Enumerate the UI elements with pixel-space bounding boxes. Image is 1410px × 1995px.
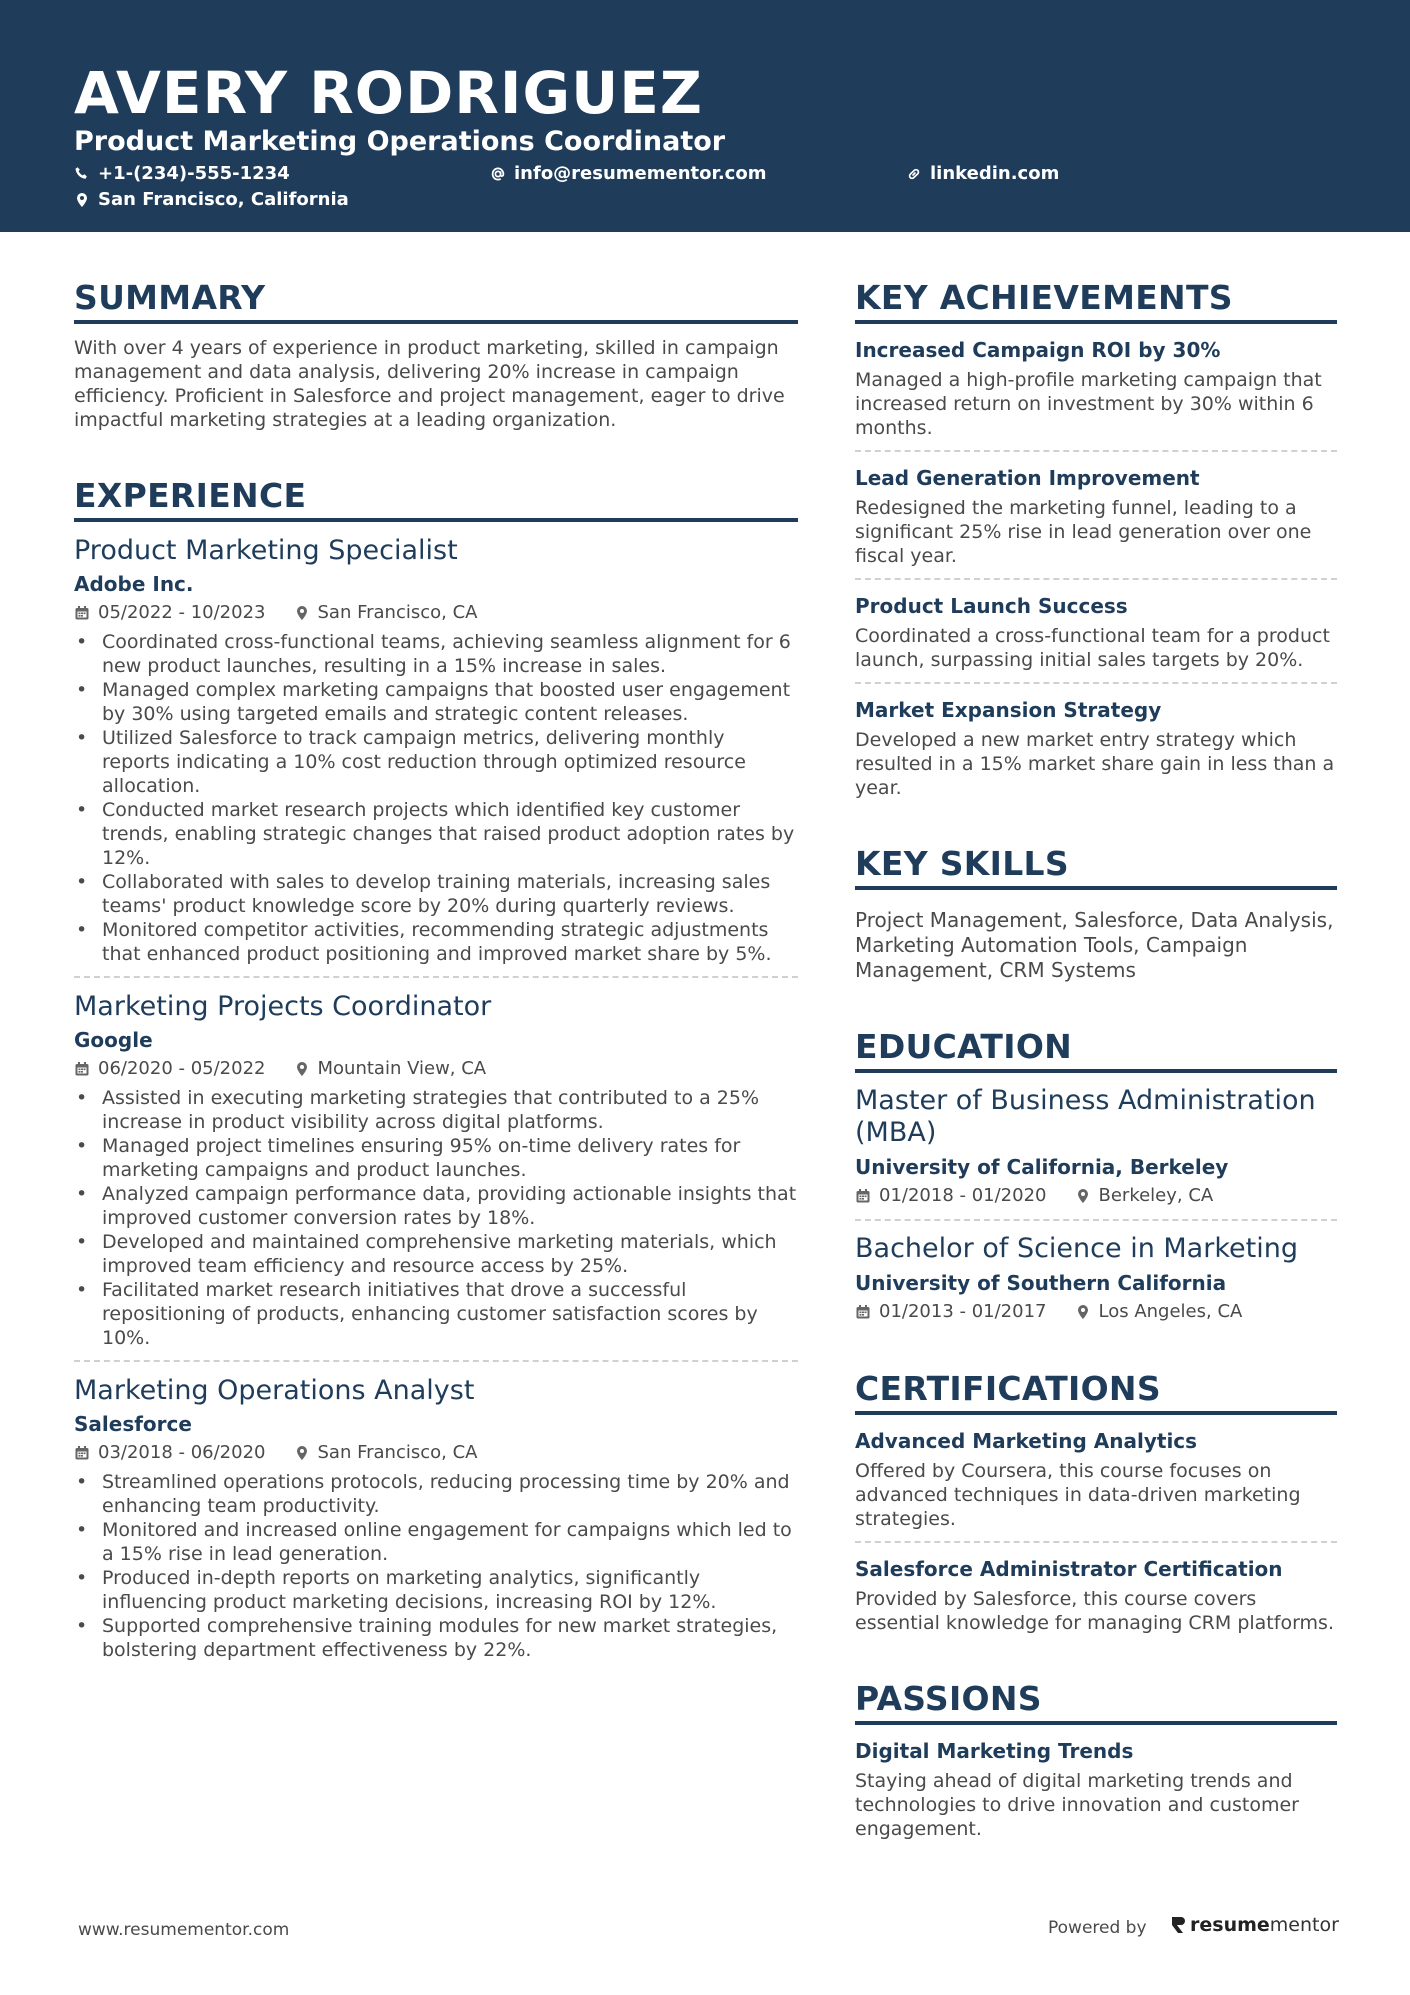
date-range: 01/2018 - 01/2020 bbox=[879, 1185, 1047, 1206]
certification-item-title: Advanced Marketing Analytics bbox=[855, 1429, 1198, 1453]
job-title: Product Marketing Specialist bbox=[74, 535, 458, 566]
location-text: Mountain View, CA bbox=[317, 1058, 487, 1079]
achievement-item-title: Market Expansion Strategy bbox=[855, 698, 1162, 722]
linkedin-text: linkedin.com bbox=[930, 163, 1060, 184]
job-bullet: • Analyzed campaign performance data, providing actionable insights that improved customer conversion rates by 18%. bbox=[74, 1182, 798, 1230]
education-section bbox=[855, 1027, 1337, 1325]
brand-logo-icon bbox=[1170, 1915, 1186, 1935]
phone-icon bbox=[74, 166, 90, 182]
passion-item bbox=[855, 1737, 1337, 1841]
passions-heading: PASSIONS bbox=[855, 1679, 1337, 1725]
company-name: Google bbox=[74, 1028, 153, 1052]
contact-email[interactable] bbox=[490, 162, 766, 186]
location bbox=[294, 1056, 487, 1082]
certification-item bbox=[855, 1427, 1337, 1543]
degree-name: Bachelor of Science in Marketing bbox=[855, 1233, 1298, 1264]
passion-item-description: Staying ahead of digital marketing trends and technologies to drive innovation and customer engagement. bbox=[855, 1770, 1299, 1840]
footer-website-link[interactable]: www.resumementor.com bbox=[78, 1920, 290, 1940]
location-pin-icon bbox=[294, 1061, 310, 1077]
job-entry bbox=[74, 990, 798, 1362]
email-text: info@resumementor.com bbox=[514, 163, 767, 184]
date-location-row bbox=[74, 1440, 798, 1466]
date-range: 05/2022 - 10/2023 bbox=[98, 602, 266, 623]
left-column bbox=[74, 278, 798, 1716]
footer-brand-logo[interactable] bbox=[1170, 1914, 1339, 1936]
date-location-row bbox=[74, 600, 798, 626]
education-heading: EDUCATION bbox=[855, 1027, 1337, 1073]
job-title: Marketing Projects Coordinator bbox=[74, 991, 492, 1022]
phone-text: +1-(234)-555-1234 bbox=[98, 163, 290, 184]
candidate-name: AVERY RODRIGUEZ bbox=[74, 59, 703, 127]
job-bullet: • Conducted market research projects which identified key customer trends, enabling strategic changes that raised product adoption rates by 12%. bbox=[74, 798, 798, 870]
achievement-list bbox=[855, 336, 1337, 800]
job-bullets bbox=[74, 1470, 798, 1662]
job-bullet: • Assisted in executing marketing strategies that contributed to a 25% increase in product visibility across digital platforms. bbox=[74, 1086, 798, 1134]
location bbox=[294, 600, 478, 626]
achievement-item-description: Managed a high-profile marketing campaign that increased return on investment by 30% within 6 months. bbox=[855, 369, 1322, 439]
job-bullets bbox=[74, 1086, 798, 1350]
contact-linkedin[interactable] bbox=[906, 162, 1059, 186]
certification-item-title: Salesforce Administrator Certification bbox=[855, 1557, 1283, 1581]
job-bullets bbox=[74, 630, 798, 966]
location-pin-icon bbox=[294, 1445, 310, 1461]
skills-text: Project Management, Salesforce, Data Analysis, Marketing Automation Tools, Campaign Management, CRM Systems bbox=[855, 908, 1334, 982]
job-bullet: • Streamlined operations protocols, reducing processing time by 20% and enhancing team productivity. bbox=[74, 1470, 798, 1518]
location-text: San Francisco, California bbox=[98, 189, 349, 210]
certification-list bbox=[855, 1427, 1337, 1635]
education-item bbox=[855, 1085, 1337, 1221]
achievement-item-title: Lead Generation Improvement bbox=[855, 466, 1200, 490]
achievements-heading: KEY ACHIEVEMENTS bbox=[855, 278, 1337, 324]
location-pin-icon bbox=[1075, 1304, 1091, 1320]
summary-heading: SUMMARY bbox=[74, 278, 798, 324]
company-name: Salesforce bbox=[74, 1412, 192, 1436]
link-icon bbox=[906, 166, 922, 182]
school-name: University of Southern California bbox=[855, 1271, 1227, 1295]
experience-section bbox=[74, 476, 798, 1672]
right-column bbox=[855, 278, 1337, 1885]
job-entry bbox=[74, 534, 798, 978]
achievements-section bbox=[855, 278, 1337, 800]
job-list bbox=[74, 534, 798, 1672]
footer-powered-by: Powered by bbox=[1048, 1918, 1147, 1938]
company-name: Adobe Inc. bbox=[74, 572, 194, 596]
experience-heading: EXPERIENCE bbox=[74, 476, 798, 522]
certifications-heading: CERTIFICATIONS bbox=[855, 1369, 1337, 1415]
contact-location bbox=[74, 188, 349, 212]
achievement-item bbox=[855, 464, 1337, 580]
education-list bbox=[855, 1085, 1337, 1325]
job-bullet: • Developed and maintained comprehensive marketing materials, which improved team efficiency and resource access by 25%. bbox=[74, 1230, 798, 1278]
achievement-item bbox=[855, 592, 1337, 684]
job-bullet: • Supported comprehensive training modules for new market strategies, bolstering department effectiveness by 22%. bbox=[74, 1614, 798, 1662]
achievement-item-title: Increased Campaign ROI by 30% bbox=[855, 338, 1221, 362]
job-bullet: • Produced in-depth reports on marketing analytics, significantly influencing product marketing decisions, increasing ROI by 12%. bbox=[74, 1566, 798, 1614]
location bbox=[1075, 1299, 1243, 1325]
job-bullet: • Managed complex marketing campaigns that boosted user engagement by 30% using targeted emails and strategic content releases. bbox=[74, 678, 798, 726]
calendar-icon bbox=[855, 1188, 871, 1204]
location-text: San Francisco, CA bbox=[317, 1442, 478, 1463]
calendar-icon bbox=[855, 1304, 871, 1320]
location-pin-icon bbox=[74, 192, 90, 208]
candidate-title: Product Marketing Operations Coordinator bbox=[74, 126, 726, 157]
degree-name: Master of Business Administration (MBA) bbox=[855, 1085, 1316, 1148]
at-sign-icon bbox=[490, 166, 506, 182]
date-location-row bbox=[74, 1056, 798, 1082]
certification-item bbox=[855, 1555, 1337, 1635]
passions-section bbox=[855, 1679, 1337, 1841]
passion-list bbox=[855, 1737, 1337, 1841]
job-bullet: • Collaborated with sales to develop training materials, increasing sales teams' product knowledge score by 20% during quarterly reviews. bbox=[74, 870, 798, 918]
brand-name-bold: resume bbox=[1190, 1914, 1270, 1936]
location bbox=[1075, 1183, 1214, 1209]
summary-section bbox=[74, 278, 798, 432]
achievement-item-description: Redesigned the marketing funnel, leading to a significant 25% rise in lead generation over one fiscal year. bbox=[855, 497, 1312, 567]
date-range: 01/2013 - 01/2017 bbox=[879, 1301, 1047, 1322]
achievement-item bbox=[855, 696, 1337, 800]
achievement-item-description: Coordinated a cross-functional team for a product launch, surpassing initial sales targets by 20%. bbox=[855, 625, 1330, 671]
education-item bbox=[855, 1233, 1337, 1325]
location-text: Los Angeles, CA bbox=[1098, 1301, 1243, 1322]
resume-header bbox=[0, 0, 1410, 232]
calendar-icon bbox=[74, 1445, 90, 1461]
date-location-row bbox=[855, 1299, 1337, 1325]
certification-item-description: Offered by Coursera, this course focuses on advanced techniques in data-driven marketing strategies. bbox=[855, 1460, 1301, 1530]
location-pin-icon bbox=[1075, 1188, 1091, 1204]
job-bullet: • Utilized Salesforce to track campaign metrics, delivering monthly reports indicating a 10% cost reduction through optimized resource allocation. bbox=[74, 726, 798, 798]
date-range: 03/2018 - 06/2020 bbox=[98, 1442, 266, 1463]
contact-phone[interactable] bbox=[74, 162, 290, 186]
date-range: 06/2020 - 05/2022 bbox=[98, 1058, 266, 1079]
location-text: San Francisco, CA bbox=[317, 602, 478, 623]
job-bullet: • Facilitated market research initiatives that drove a successful repositioning of products, enhancing customer satisfaction scores by 10%. bbox=[74, 1278, 798, 1350]
job-bullet: • Monitored and increased online engagement for campaigns which led to a 15% rise in lead generation. bbox=[74, 1518, 798, 1566]
calendar-icon bbox=[74, 1061, 90, 1077]
brand-name-light: mentor bbox=[1269, 1914, 1339, 1936]
passion-item-title: Digital Marketing Trends bbox=[855, 1739, 1134, 1763]
calendar-icon bbox=[74, 605, 90, 621]
location bbox=[294, 1440, 478, 1466]
skills-heading: KEY SKILLS bbox=[855, 844, 1337, 890]
job-bullet: • Monitored competitor activities, recommending strategic adjustments that enhanced product positioning and improved market share by 5%. bbox=[74, 918, 798, 966]
achievement-item-title: Product Launch Success bbox=[855, 594, 1128, 618]
job-title: Marketing Operations Analyst bbox=[74, 1375, 475, 1406]
certification-item-description: Provided by Salesforce, this course covers essential knowledge for managing CRM platforms. bbox=[855, 1588, 1334, 1634]
school-name: University of California, Berkeley bbox=[855, 1155, 1229, 1179]
skills-section bbox=[855, 844, 1337, 983]
date-location-row bbox=[855, 1183, 1337, 1209]
achievement-item-description: Developed a new market entry strategy which resulted in a 15% market share gain in less than a year. bbox=[855, 729, 1335, 799]
job-bullet: • Managed project timelines ensuring 95% on-time delivery rates for marketing campaigns and product launches. bbox=[74, 1134, 798, 1182]
location-pin-icon bbox=[294, 605, 310, 621]
certifications-section bbox=[855, 1369, 1337, 1635]
job-bullet: • Coordinated cross-functional teams, achieving seamless alignment for 6 new product launches, resulting in a 15% increase in sales. bbox=[74, 630, 798, 678]
achievement-item bbox=[855, 336, 1337, 452]
location-text: Berkeley, CA bbox=[1098, 1185, 1214, 1206]
job-entry bbox=[74, 1374, 798, 1672]
summary-text: With over 4 years of experience in product marketing, skilled in campaign management and data analysis, delivering 20% increase in campaign efficiency. Proficient in Salesforce and project management, eager to drive impactful marketing strategies at a leading organization. bbox=[74, 337, 785, 431]
